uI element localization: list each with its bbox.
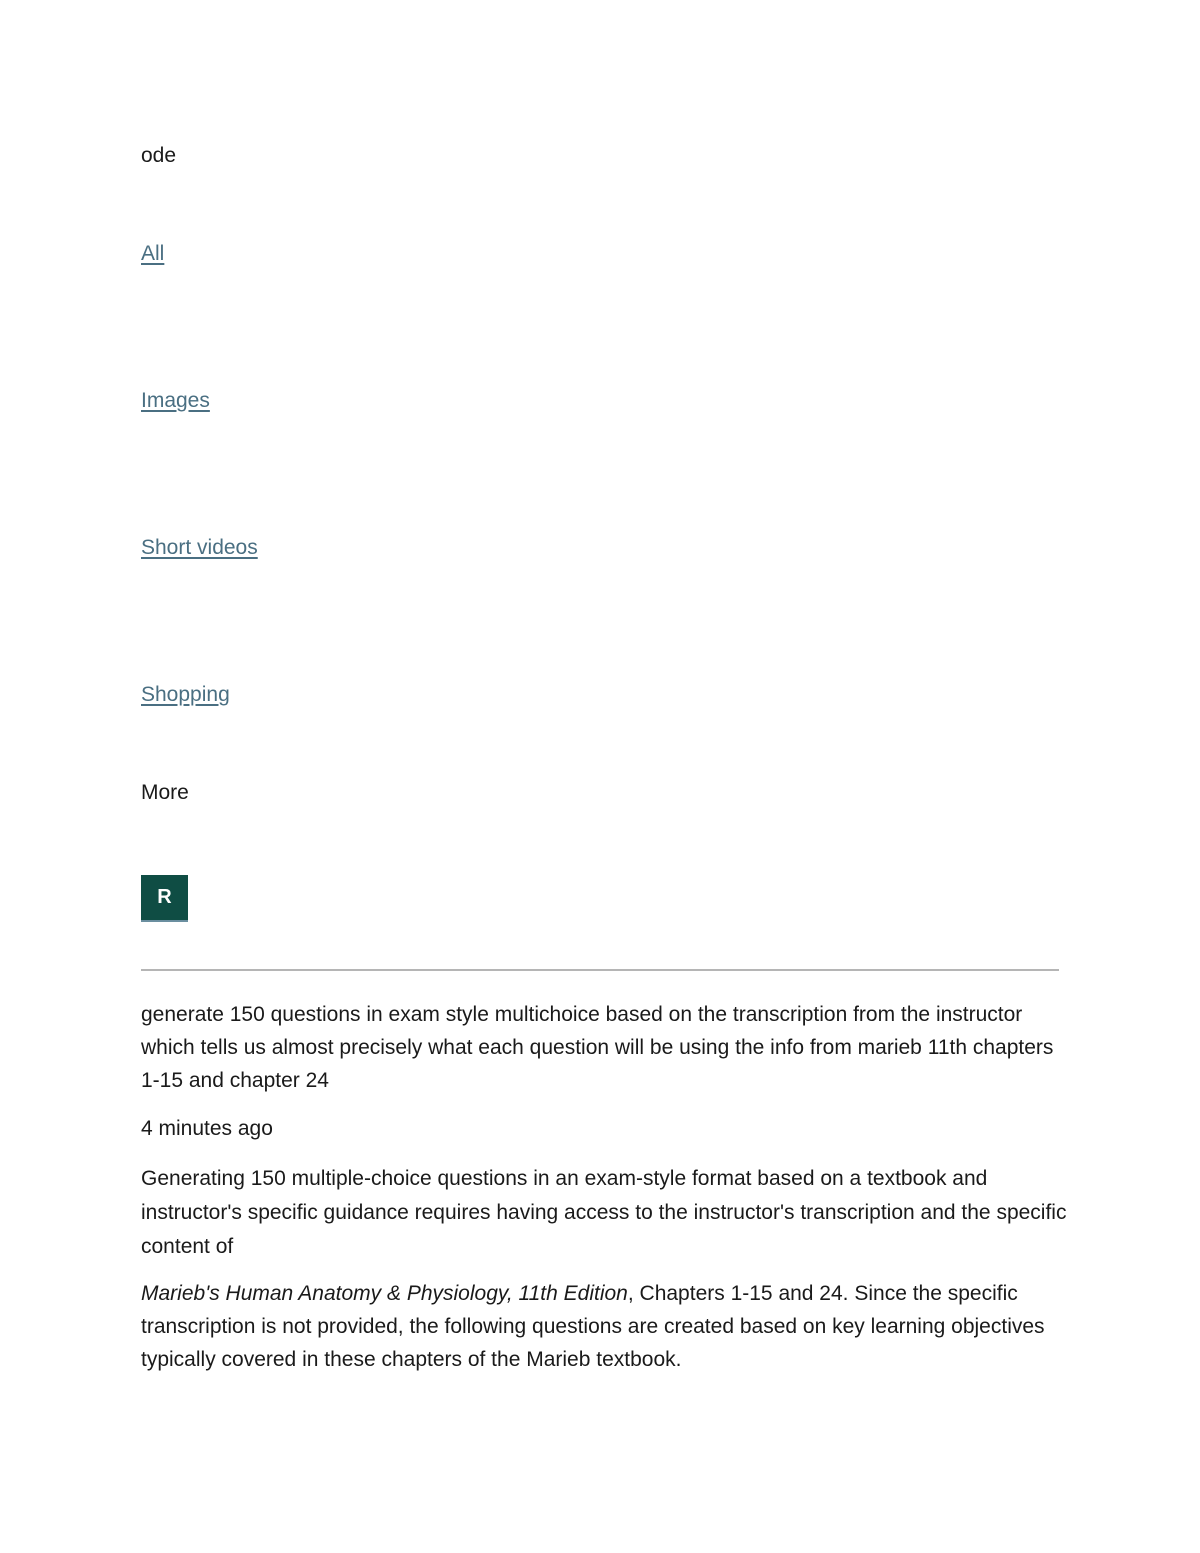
timestamp: 4 minutes ago [141,1117,273,1140]
response-paragraph-continued [141,1277,1071,1376]
more-menu[interactable]: More [141,781,189,804]
tab-short-videos[interactable]: Short videos [141,536,258,559]
tab-all[interactable]: All [141,242,165,265]
response-paragraph: Generating 150 multiple-choice questions in an exam-style format based on a textbook and instructor's specific guidance requires having access to the instructor's transcription and the specific content of [141,1167,1067,1258]
mode-label: ode [141,144,177,167]
divider [141,969,1059,971]
avatar[interactable] [141,875,188,922]
avatar-initial: R [157,886,172,908]
user-prompt: generate 150 questions in exam style multichoice based on the transcription from the instructor which tells us almost precisely what each question will be using the info from marieb 11th chapters 1-15 and chapter 24 [141,1003,1054,1092]
tab-images[interactable]: Images [141,389,210,412]
book-title: Marieb's Human Anatomy & Physiology, 11th Edition [141,1282,628,1305]
response-continuation: , Chapters 1-15 and 24. Since the specific transcription is not provided, the following questions are created based on key learning objectives typically covered in these chapters of the Marieb textbook. [141,1282,1045,1371]
tab-shopping[interactable]: Shopping [141,683,230,706]
